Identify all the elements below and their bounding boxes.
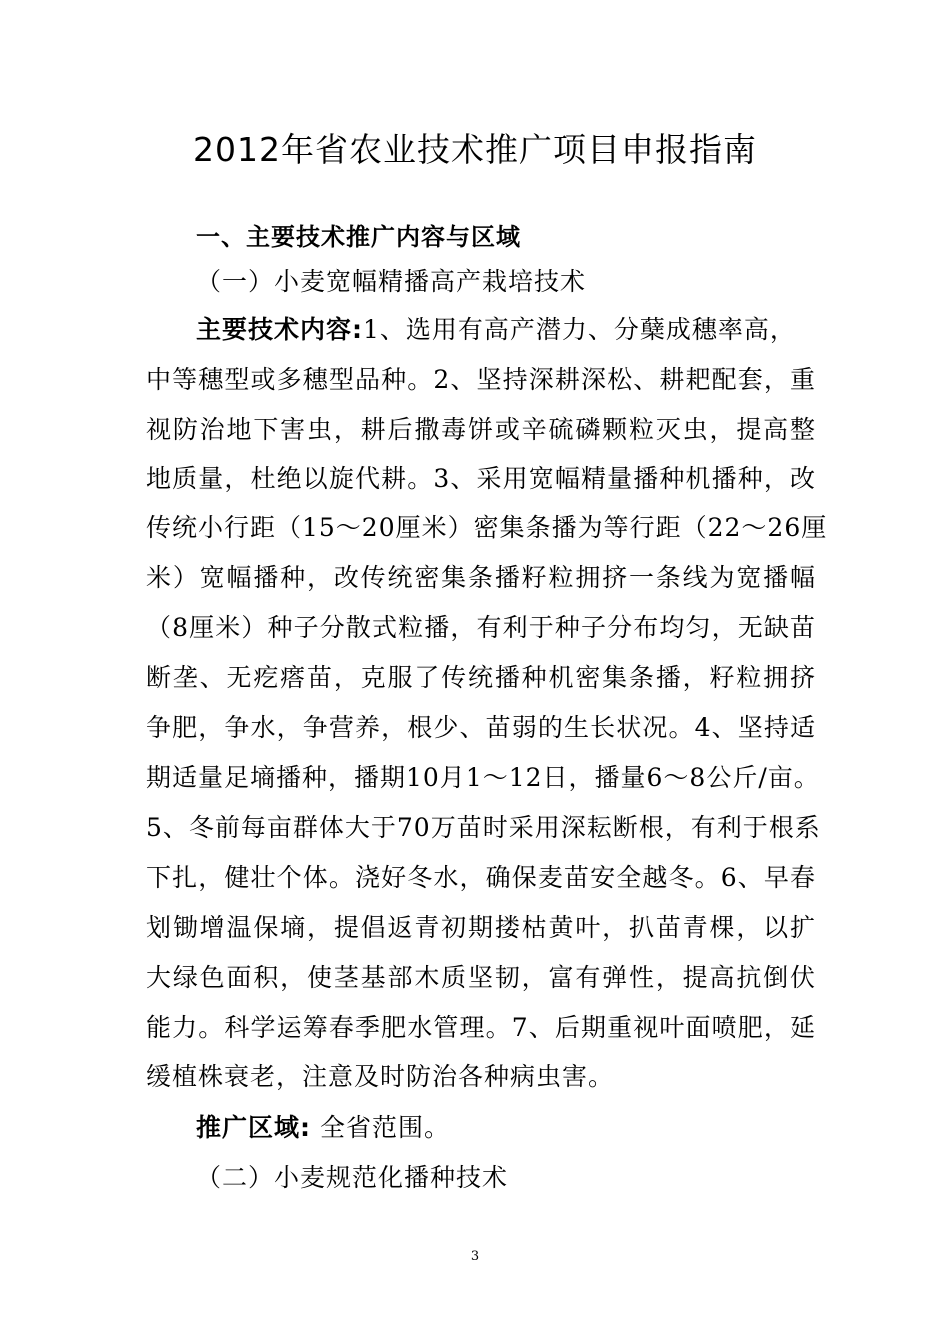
main-content-line: 缓植株衰老，注意及时防治各种病虫害。	[146, 1062, 615, 1091]
main-content-line: 5、冬前每亩群体大于70万苗时采用深耘断根，有利于根系	[146, 813, 821, 842]
document-title: 2012年省农业技术推广项目申报指南	[193, 130, 757, 169]
subsection-heading: （一）小麦宽幅精播高产栽培技术	[196, 267, 587, 296]
main-content-line: 期适量足墒播种，播期10月1～12日，播量6～8公斤/亩。	[146, 763, 820, 792]
main-content-line: 中等穗型或多穗型品种。2、坚持深耕深松、耕耙配套，重	[146, 365, 816, 394]
region-label: 推广区域:	[196, 1113, 311, 1142]
main-content-line: 断垄、无疙瘩苗，克服了传统播种机密集条播，籽粒拥挤	[146, 663, 816, 692]
main-content-line: 能力。科学运筹春季肥水管理。7、后期重视叶面喷肥，延	[146, 1013, 816, 1042]
promotion-region	[196, 1110, 450, 1146]
main-content-line: 1、选用有高产潜力、分蘖成穗率高，	[363, 315, 796, 344]
main-content-line: 传统小行距（15～20厘米）密集条播为等行距（22～26厘	[146, 513, 828, 542]
subsection-heading: （二）小麦规范化播种技术	[196, 1163, 509, 1192]
section-heading: 一、主要技术推广内容与区域	[196, 223, 521, 251]
main-content-line: 下扎，健壮个体。浇好冬水，确保麦苗安全越冬。6、早春	[146, 863, 816, 892]
region-value: 全省范围。	[319, 1113, 450, 1142]
main-content-label: 主要技术内容:	[196, 315, 363, 344]
page-number: 3	[470, 1249, 480, 1264]
main-content-line: （8厘米）种子分散式粒播，有利于种子分布均匀，无缺苗	[146, 613, 816, 642]
main-content-line: 视防治地下害虫，耕后撒毒饼或辛硫磷颗粒灭虫，提高整	[146, 415, 816, 444]
main-content-line: 米）宽幅播种，改传统密集条播籽粒拥挤一条线为宽播幅	[146, 563, 816, 592]
main-content-first-line	[196, 312, 796, 348]
main-content-line: 地质量，杜绝以旋代耕。3、采用宽幅精量播种机播种，改	[146, 464, 816, 493]
main-content-line: 争肥，争水，争营养，根少、苗弱的生长状况。4、坚持适	[146, 713, 816, 742]
main-content-line: 划锄增温保墒，提倡返青初期搂枯黄叶，扒苗青棵，以扩	[146, 913, 816, 942]
main-content-line: 大绿色面积，使茎基部木质坚韧，富有弹性，提高抗倒伏	[146, 963, 816, 992]
